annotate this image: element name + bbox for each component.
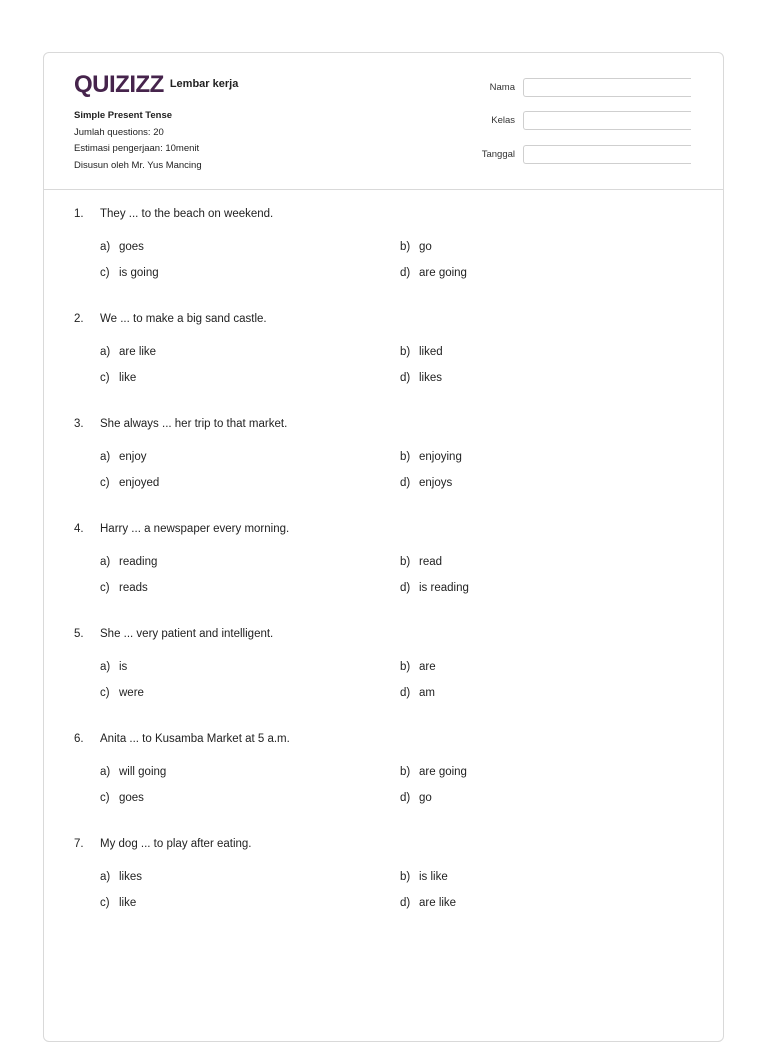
questions-count: Jumlah questions: 20	[74, 126, 164, 138]
option-c[interactable]	[100, 897, 136, 909]
option-letter: b)	[400, 556, 411, 568]
option-c[interactable]	[100, 267, 159, 279]
option-text: like	[119, 372, 137, 384]
option-text: enjoyed	[119, 477, 160, 489]
option-b[interactable]	[400, 661, 436, 673]
tanggal-input[interactable]	[523, 145, 691, 164]
option-letter: a)	[100, 871, 111, 883]
question-prompt: We ... to make a big sand castle.	[100, 313, 267, 325]
question-text	[74, 838, 252, 850]
question-list	[74, 208, 704, 943]
option-letter: c)	[100, 372, 110, 384]
option-letter: c)	[100, 897, 110, 909]
option-letter: b)	[400, 451, 411, 463]
question-prompt: Anita ... to Kusamba Market at 5 a.m.	[100, 733, 290, 745]
option-a[interactable]	[100, 346, 156, 358]
option-b[interactable]	[400, 346, 443, 358]
question-prompt: Harry ... a newspaper every morning.	[100, 523, 290, 535]
option-letter: c)	[100, 582, 110, 594]
question-7	[74, 838, 704, 943]
question-prompt: She always ... her trip to that market.	[100, 418, 288, 430]
kelas-input[interactable]	[523, 111, 691, 130]
option-letter: a)	[100, 346, 111, 358]
question-5	[74, 628, 704, 733]
option-text: reading	[119, 556, 158, 568]
question-prompt: They ... to the beach on weekend.	[100, 208, 274, 220]
student-fields	[482, 77, 691, 178]
option-letter: a)	[100, 766, 111, 778]
question-6	[74, 733, 704, 838]
option-letter: d)	[400, 267, 411, 279]
option-letter: b)	[400, 241, 411, 253]
question-number: 7.	[74, 838, 84, 850]
worksheet-title: Simple Present Tense	[74, 110, 173, 121]
option-letter: d)	[400, 897, 411, 909]
question-3	[74, 418, 704, 523]
question-text	[74, 523, 289, 535]
option-letter: a)	[100, 241, 111, 253]
question-text	[74, 733, 290, 745]
option-c[interactable]	[100, 792, 144, 804]
author: Disusun oleh Mr. Yus Mancing	[74, 159, 202, 171]
field-kelas	[482, 111, 691, 131]
quizizz-logo: QUIZIZZ	[74, 71, 164, 98]
option-letter: b)	[400, 871, 411, 883]
option-b[interactable]	[400, 241, 432, 253]
option-text: are going	[419, 267, 467, 279]
option-letter: a)	[100, 451, 111, 463]
option-b[interactable]	[400, 766, 467, 778]
option-text: is reading	[419, 582, 469, 594]
option-letter: d)	[400, 582, 411, 594]
option-b[interactable]	[400, 871, 448, 883]
option-a[interactable]	[100, 241, 144, 253]
field-nama	[482, 77, 691, 97]
worksheet-header	[44, 53, 723, 190]
option-d[interactable]	[400, 582, 469, 594]
duration-estimate: Estimasi pengerjaan: 10menit	[74, 143, 200, 154]
option-text: go	[419, 792, 432, 804]
option-text: will going	[119, 766, 167, 778]
question-2	[74, 313, 704, 418]
logo-row	[74, 71, 238, 99]
question-text	[74, 628, 273, 640]
option-letter: d)	[400, 477, 411, 489]
option-text: go	[419, 241, 432, 253]
question-text	[74, 313, 267, 325]
option-a[interactable]	[100, 451, 147, 463]
option-a[interactable]	[100, 766, 166, 778]
option-a[interactable]	[100, 661, 127, 673]
option-d[interactable]	[400, 267, 467, 279]
option-text: likes	[119, 871, 143, 883]
option-d[interactable]	[400, 792, 432, 804]
option-letter: c)	[100, 687, 110, 699]
option-letter: b)	[400, 346, 411, 358]
option-c[interactable]	[100, 582, 148, 594]
option-letter: c)	[100, 267, 110, 279]
worksheet-meta	[74, 108, 202, 174]
option-d[interactable]	[400, 687, 435, 699]
option-text: were	[119, 687, 144, 699]
option-text: am	[419, 687, 435, 699]
question-1	[74, 208, 704, 313]
question-number: 3.	[74, 418, 84, 430]
option-letter: d)	[400, 687, 411, 699]
option-a[interactable]	[100, 871, 142, 883]
question-prompt: She ... very patient and intelligent.	[100, 628, 274, 640]
option-text: are like	[119, 346, 157, 358]
option-text: is going	[119, 267, 159, 279]
question-number: 1.	[74, 208, 84, 220]
question-number: 4.	[74, 523, 84, 535]
option-text: likes	[419, 372, 443, 384]
field-label: Kelas	[491, 115, 515, 126]
question-prompt: My dog ... to play after eating.	[100, 838, 252, 850]
option-letter: c)	[100, 477, 110, 489]
option-text: is like	[419, 871, 448, 883]
field-label: Nama	[489, 81, 515, 93]
option-c[interactable]	[100, 372, 136, 384]
option-d[interactable]	[400, 897, 456, 909]
logo-subtitle: Lembar kerja	[169, 78, 239, 90]
option-b[interactable]	[400, 556, 442, 568]
option-text: enjoys	[419, 477, 453, 489]
option-d[interactable]	[400, 477, 452, 489]
option-text: enjoying	[419, 451, 462, 463]
option-text: goes	[119, 241, 144, 253]
option-d[interactable]	[400, 372, 442, 384]
option-text: reads	[119, 582, 148, 594]
question-number: 5.	[74, 628, 84, 640]
option-text: are	[419, 661, 436, 673]
option-text: is	[119, 661, 128, 673]
option-letter: a)	[100, 661, 111, 673]
option-text: like	[119, 897, 137, 909]
question-text	[74, 418, 287, 430]
option-letter: d)	[400, 372, 411, 384]
question-number: 6.	[74, 733, 84, 745]
worksheet	[43, 52, 724, 1042]
option-letter: d)	[400, 792, 411, 804]
option-c[interactable]	[100, 477, 159, 489]
option-letter: b)	[400, 661, 411, 673]
option-a[interactable]	[100, 556, 157, 568]
question-text	[74, 208, 273, 220]
question-4	[74, 523, 704, 628]
option-text: are like	[419, 897, 457, 909]
option-b[interactable]	[400, 451, 462, 463]
field-tanggal	[482, 144, 691, 164]
option-c[interactable]	[100, 687, 144, 699]
nama-input[interactable]	[523, 78, 691, 97]
option-letter: b)	[400, 766, 411, 778]
option-text: read	[419, 556, 443, 568]
option-text: goes	[119, 792, 144, 804]
field-label: Tanggal	[481, 148, 515, 160]
option-letter: c)	[100, 792, 110, 804]
question-number: 2.	[74, 313, 84, 325]
option-text: liked	[419, 346, 443, 358]
option-letter: a)	[100, 556, 111, 568]
option-text: enjoy	[119, 451, 147, 463]
option-text: are going	[419, 766, 467, 778]
